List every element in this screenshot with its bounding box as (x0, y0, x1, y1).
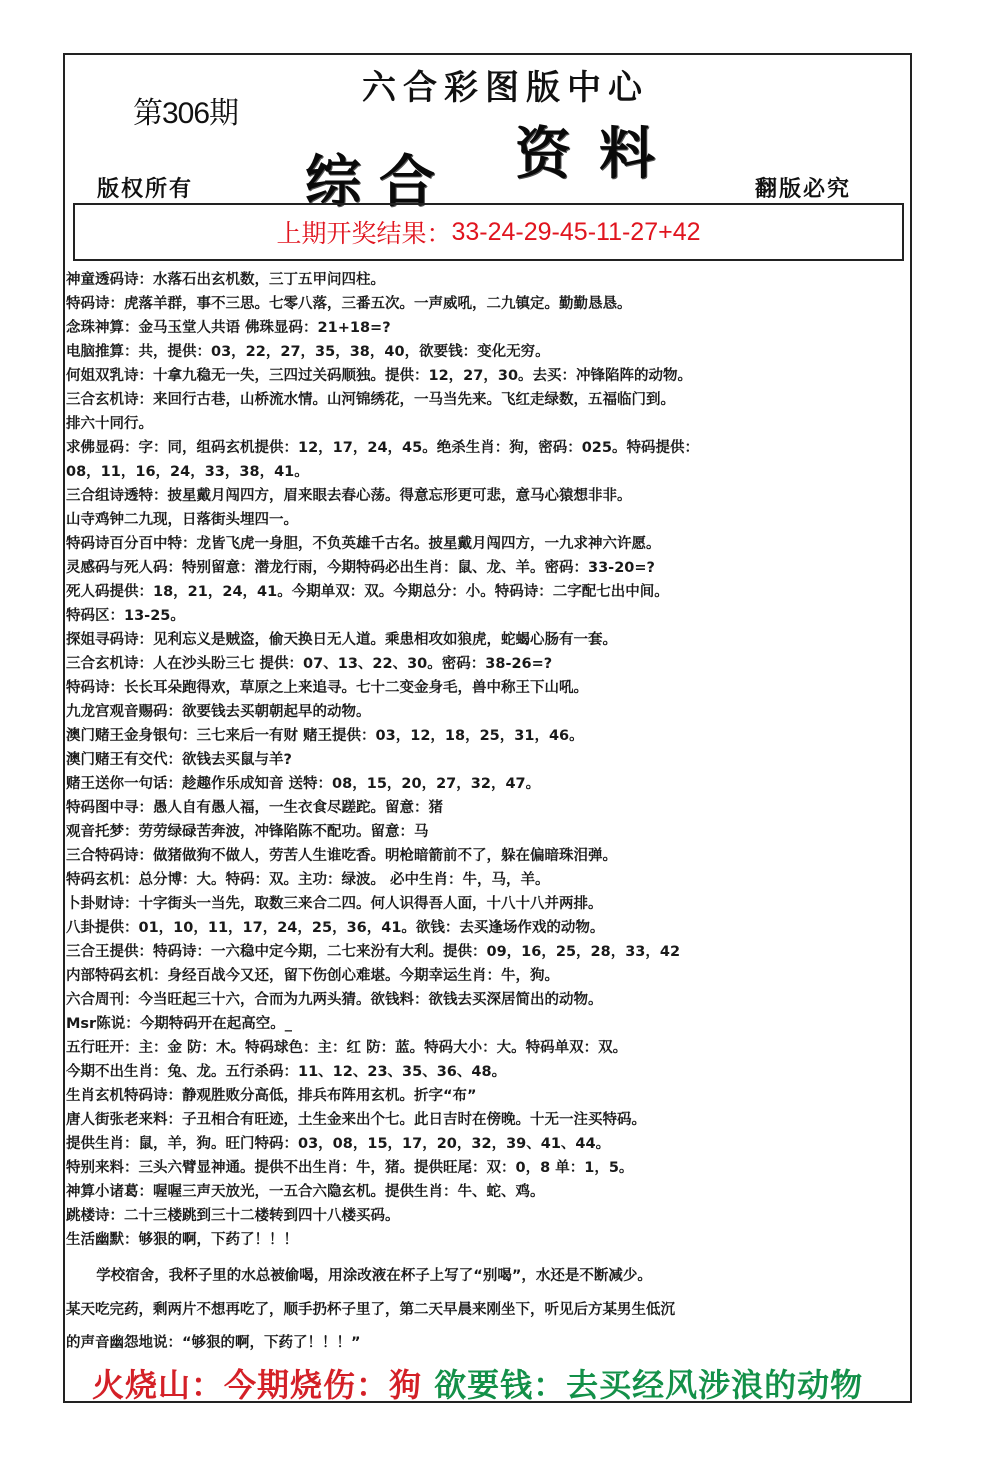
line-label: 跳楼诗： (66, 1208, 124, 1224)
line-text: 喔喔三声天放光，一五合六隐玄机。提供生肖：牛、蛇、鸡。 (153, 1184, 545, 1200)
line-text: 身经百战今又还，留下伤创心难堪。今期幸运生肖：牛，狗。 (167, 968, 559, 984)
content-line (66, 484, 906, 508)
line-text: 字：同，组码玄机提供：12，17，24，45。绝杀生肖：狗，密码：025。特码提供： (138, 440, 699, 456)
line-label: 特别来料： (66, 1160, 139, 1176)
content-line (66, 508, 906, 532)
line-label: 卜卦财诗： (66, 896, 139, 912)
line-label: 唐人街张老来料： (66, 1112, 182, 1128)
line-text: 见利忘义是贼盗，偷天换日无人道。乘患相攻如狼虎，蛇蝎心肠有一套。 (153, 632, 617, 648)
line-label: 求佛显码： (66, 440, 139, 456)
footer-banner (92, 1360, 863, 1406)
content-line (66, 268, 906, 292)
story-text-1: 学校宿舍，我杯子里的水总被偷喝，用涂改液在杯子上写了“别喝”，水还是不断减少。 (96, 1268, 652, 1284)
line-text: 欲要钱去买朝朝起早的动物。 (182, 704, 371, 720)
content-line (66, 460, 906, 484)
line-text: 山寺鸡钟二九现，日落街头埋四一。 (66, 512, 298, 528)
content-line (66, 532, 906, 556)
line-text: 特码诗：一六稳中定今期，二七来汾有大利。提供：09，16，25，28，33，42 (153, 944, 681, 960)
line-text: 静观胜败分高低，排兵布阵用玄机。折字“布” (182, 1088, 477, 1104)
content-line (66, 940, 906, 964)
content-line (66, 1036, 906, 1060)
content-line (66, 964, 906, 988)
story-line-2: 某天吃完药，剩两片不想再吃了，顺手扔杯子里了，第二天早晨来刚坐下，听见后方某男生低沉 (66, 1302, 675, 1318)
line-text: 够狠的啊，下药了！！！ (138, 1232, 298, 1248)
line-label: 生肖玄机特码诗： (66, 1088, 182, 1104)
content-line (66, 844, 906, 868)
line-label: 特码玄机： (66, 872, 139, 888)
line-label: 澳门赌王金身银句： (66, 728, 197, 744)
line-text: 长长耳朵跑得欢，草原之上来追寻。七十二变金身毛，兽中称王下山吼。 (124, 680, 588, 696)
line-text: 18，21，24，41。今期单双：双。今期总分：小。特码诗：二字配七出中间。 (153, 584, 669, 600)
line-label: 神童透码诗： (66, 272, 153, 288)
content-line (66, 676, 906, 700)
content-line (66, 700, 906, 724)
line-label: 特码区： (66, 608, 124, 624)
line-label: 今期不出生肖： (66, 1064, 168, 1080)
line-text: 鼠，羊，狗。旺门特码：03，08，15，17，20，32，39、41、44。 (138, 1136, 611, 1152)
content-line (66, 292, 906, 316)
line-text: 来回行古巷，山桥流水情。山河锦绣花，一马当先来。飞红走绿数，五福临门到。 (153, 392, 675, 408)
content-line (66, 1204, 906, 1228)
line-text: 虎落羊群，事不三思。七零八落，三番五次。一声威吼，二九镇定。勤勤恳恳。 (124, 296, 632, 312)
content-line (66, 316, 906, 340)
content-line (66, 916, 906, 940)
content-line (66, 388, 906, 412)
copyright-left: 版权所有 (97, 177, 194, 202)
line-label: 灵感码与死人码： (66, 560, 182, 576)
line-text: 人在沙头盼三七 提供：07、13、22、30。密码：38-26=? (153, 656, 553, 672)
line-label: 电脑推算： (66, 344, 139, 360)
content-line (66, 1132, 906, 1156)
line-label: 内部特码玄机： (66, 968, 168, 984)
line-text: 劳劳绿碌苦奔波，冲锋陷陈不配功。留意：马 (138, 824, 429, 840)
line-text: 愚人自有愚人福，一生衣食尽蹉跎。留意：猪 (153, 800, 443, 816)
content-line (66, 820, 906, 844)
line-label: 特码诗： (66, 296, 124, 312)
line-label: 神算小诸葛： (66, 1184, 153, 1200)
line-text: 披星戴月闯四方，眉来眼去春心荡。得意忘形更可悲，意马心猿想非非。 (167, 488, 632, 504)
line-text: 三七来后一有财 赌王提供：03，12，18，25，31，46。 (196, 728, 584, 744)
line-label: 特码诗： (66, 680, 124, 696)
line-text: 13-25。 (124, 608, 185, 624)
line-label: 三合玄机诗： (66, 392, 153, 408)
last-result-numbers: 33-24-29-45-11-27+42 (451, 217, 701, 246)
content-line (66, 1060, 906, 1084)
line-text: 龙皆飞虎一身胆，不负英雄千古名。披星戴月闯四方，一九求神六许愿。 (196, 536, 661, 552)
content-line (66, 748, 906, 772)
content-line (66, 988, 906, 1012)
line-text: 水落石出玄机数，三丁五甲问四柱。 (153, 272, 385, 288)
line-text: 十字街头一当先，取数三来合二四。何人识得吾人面，十八十八并两排。 (138, 896, 603, 912)
content-line (66, 364, 906, 388)
line-label: 五行旺开： (66, 1040, 139, 1056)
line-label: 何姐双乳诗： (66, 368, 153, 384)
line-label: 三合组诗透特： (66, 488, 168, 504)
line-label: 提供生肖： (66, 1136, 139, 1152)
content-line (66, 340, 906, 364)
line-label: 九龙宫观音赐码： (66, 704, 182, 720)
content-line (66, 556, 906, 580)
line-label: 特码诗百分百中特： (66, 536, 197, 552)
line-text: 兔、龙。五行杀码：11、12、23、35、36、48。 (167, 1064, 507, 1080)
content-line (66, 1084, 906, 1108)
content-line (66, 652, 906, 676)
line-label: 死人码提供： (66, 584, 153, 600)
content-line (66, 1108, 906, 1132)
line-label: 赌王送你一句话： (66, 776, 182, 792)
line-text: 做猪做狗不做人，劳苦人生谁吃香。明枪暗箭前不了，躲在偏暗珠泪弹。 (153, 848, 617, 864)
line-text: 金马玉堂人共语 佛珠显码：21+18=? (138, 320, 391, 336)
line-label: 三合特码诗： (66, 848, 153, 864)
big-title-part1: 综合 (305, 149, 453, 215)
content-line (66, 412, 906, 436)
line-label: 念珠神算： (66, 320, 139, 336)
line-text: 二十三楼跳到三十二楼转到四十八楼买码。 (124, 1208, 400, 1224)
content-line (66, 628, 906, 652)
line-label: 澳门赌王有交代： (66, 752, 182, 768)
line-text: 十拿九稳无一失，三四过关码顺独。提供：12，27，30。去买：冲锋陷阵的动物。 (153, 368, 693, 384)
content-line (66, 580, 906, 604)
content-line (66, 724, 906, 748)
line-text: 01，10，11，17，24，25，36，41。欲钱：去买逢场作戏的动物。 (138, 920, 605, 936)
content-line (66, 868, 906, 892)
line-text: 主：金 防：木。特码球色：主：红 防：蓝。特码大小：大。特码单双：双。 (138, 1040, 628, 1056)
last-result-label: 上期开奖结果： (276, 220, 452, 248)
content-lines (66, 268, 906, 1252)
line-text: 今期特码开在起高空。_ (139, 1016, 292, 1032)
line-label: 生活幽默： (66, 1232, 139, 1248)
line-text: 排六十同行。 (66, 416, 153, 432)
footer-green-text: 欲要钱：去买经风涉浪的动物 (434, 1366, 864, 1404)
content-line (66, 1156, 906, 1180)
line-text: 08，11，16，24，33，38，41。 (66, 464, 309, 480)
line-label: Msr陈说： (66, 1016, 140, 1032)
content-line (66, 436, 906, 460)
issue-number: 第306期 (133, 97, 239, 130)
line-label: 探姐寻码诗： (66, 632, 153, 648)
content-line (66, 1012, 906, 1036)
line-label: 八卦提供： (66, 920, 139, 936)
line-label: 六合周刊： (66, 992, 139, 1008)
line-label: 观音托梦： (66, 824, 139, 840)
content-line (66, 796, 906, 820)
line-text: 趁趣作乐成知音 送特：08，15，20，27，32，47。 (182, 776, 541, 792)
content-line (66, 604, 906, 628)
line-text: 三头六臂显神通。提供不出生肖：牛，猪。提供旺尾：双：0，8 单：1，5。 (138, 1160, 634, 1176)
line-text: 共，提供：03，22，27，35，38，40，欲要钱：变化无穷。 (138, 344, 550, 360)
line-label: 三合王提供： (66, 944, 153, 960)
last-result-box (73, 203, 904, 261)
line-text: 特别留意：潜龙行雨，今期特码必出生肖：鼠、龙、羊。密码：33-20=? (182, 560, 655, 576)
copyright-right: 翻版必究 (755, 177, 852, 202)
line-text: 今当旺起三十六，合而为九两头猜。欲钱料：欲钱去买深居简出的动物。 (138, 992, 603, 1008)
line-text: 总分博：大。特码：双。主功：绿波。 必中生肖：牛，马，羊。 (138, 872, 550, 888)
line-label: 特码图中寻： (66, 800, 153, 816)
content-line (66, 772, 906, 796)
line-text: 欲钱去买鼠与羊? (182, 752, 292, 768)
line-label: 三合玄机诗： (66, 656, 153, 672)
content-line (66, 1180, 906, 1204)
line-text: 子丑相合有旺迹，土生金来出个七。此日吉时在傍晚。十无一注买特码。 (182, 1112, 646, 1128)
story-line-1 (66, 1264, 906, 1285)
footer-red-text: 火烧山：今期烧伤：狗 (92, 1366, 423, 1404)
big-title-part2: 资料 (515, 121, 683, 187)
content-line (66, 892, 906, 916)
story-line-3: 的声音幽怨地说：“够狠的啊，下药了！！！” (66, 1335, 361, 1351)
content-line (66, 1228, 906, 1252)
center-title: 六合彩图版中心 (362, 68, 649, 108)
